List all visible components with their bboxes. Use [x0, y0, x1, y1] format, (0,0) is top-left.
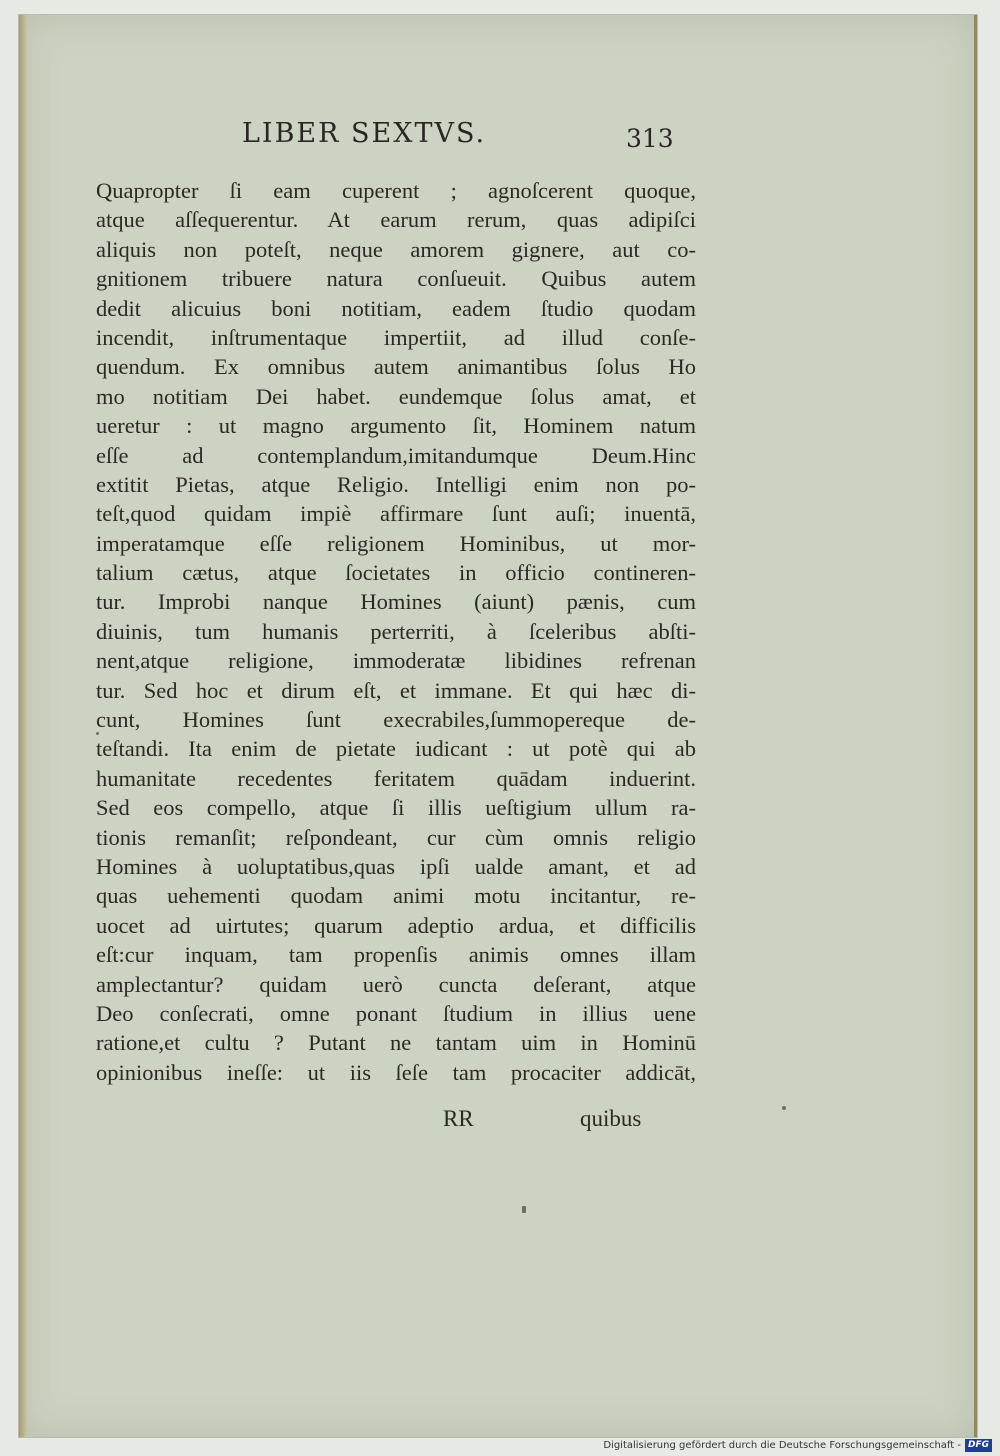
- text-line: tionis remanſit; reſpondeant, cur cùm omnis religio: [96, 824, 696, 850]
- text-line: nent,atque religione, immoderatæ libidines refrenan: [96, 648, 696, 674]
- text-line: gnitionem tribuere natura conſueuit. Quibus autem: [96, 266, 696, 292]
- text-line: mo notitiam Dei habet. eundemque ſolus amat, et: [96, 383, 696, 409]
- text-line: uocet ad uirtutes; quarum adeptio ardua, et difficilis: [96, 912, 696, 938]
- text-line: quendum. Ex omnibus autem animantibus ſolus Ho: [96, 354, 696, 380]
- text-line: ratione,et cultu ? Putant ne tantam uim in Hominū: [96, 1030, 696, 1056]
- text-line: humanitate recedentes feritatem quādam induerint.: [96, 765, 696, 791]
- text-line: incendit, inſtrumentaque impertiit, ad illud conſe-: [96, 324, 696, 350]
- binding-edge: [19, 15, 27, 1437]
- text-line: diuinis, tum humanis perterriti, à ſceleribus abſti-: [96, 618, 696, 644]
- text-line: eſſe ad contemplandum,imitandumque Deum.Hinc: [96, 442, 696, 468]
- text-line: extitit Pietas, atque Religio. Intelligi enim non po-: [96, 471, 696, 497]
- text-line: teſt,quod quidam impiè affirmare ſunt auſi; inuentā,: [96, 501, 696, 527]
- catchword: quibus: [580, 1106, 642, 1131]
- text-line: Quapropter ſi eam cuperent ; agnoſcerent quoque,: [96, 178, 696, 203]
- text-line: amplectantur? quidam uerò cuncta deſerant, atque: [96, 971, 696, 997]
- signature-mark: RR: [443, 1106, 474, 1131]
- dfg-logo: DFG: [965, 1439, 992, 1452]
- text-line: talium cætus, atque ſocietates in officio contineren-: [96, 560, 696, 586]
- text-line: Homines à uoluptatibus,quas ipſi ualde amant, et ad: [96, 853, 696, 879]
- page-number: 313: [626, 124, 674, 153]
- text-line: ueretur : ut magno argumento ſit, Hominem natum: [96, 413, 696, 439]
- paper-speck: [782, 1106, 786, 1110]
- text-line: cunt, Homines ſunt execrabiles,ſummopereque de-: [96, 707, 696, 733]
- text-line: atque aſſequerentur. At earum rerum, quas adipiſci: [96, 207, 696, 233]
- text-line: Sed eos compello, atque ſi illis ueſtigium ullum ra-: [96, 795, 696, 821]
- text-line: teſtandi. Ita enim de pietate iudicant : ut potè qui ab: [96, 736, 696, 762]
- paper-speck: [96, 732, 99, 735]
- text-line: tur. Improbi nanque Homines (aiunt) pænis, cum: [96, 589, 696, 615]
- running-head: LIBER SEXTVS.: [242, 118, 487, 149]
- footer-credit: Digitalisierung gefördert durch die Deutsche Forschungsgemeinschaft -: [603, 1439, 961, 1451]
- text-line: eſt:cur inquam, tam propenſis animis omnes illam: [96, 942, 696, 968]
- page-edge: [974, 15, 977, 1437]
- paper-speck: [522, 1206, 526, 1213]
- body-text: [96, 176, 696, 1087]
- text-line: tur. Sed hoc et dirum eſt, et immane. Et qui hæc di-: [96, 677, 696, 703]
- text-line: dedit alicuius boni notitiam, eadem ſtudio quodam: [96, 295, 696, 321]
- text-line: opinionibus ineſſe: ut iis ſeſe tam procaciter addicāt,: [96, 1059, 696, 1085]
- text-line: quas uehementi quodam animi motu incitantur, re-: [96, 883, 696, 909]
- digitization-footer: [603, 1436, 992, 1454]
- text-line: aliquis non poteſt, neque amorem gignere, aut co-: [96, 236, 696, 262]
- text-line: imperatamque eſſe religionem Hominibus, ut mor-: [96, 530, 696, 556]
- text-line: Deo conſecrati, omne ponant ſtudium in illius uene: [96, 1000, 696, 1026]
